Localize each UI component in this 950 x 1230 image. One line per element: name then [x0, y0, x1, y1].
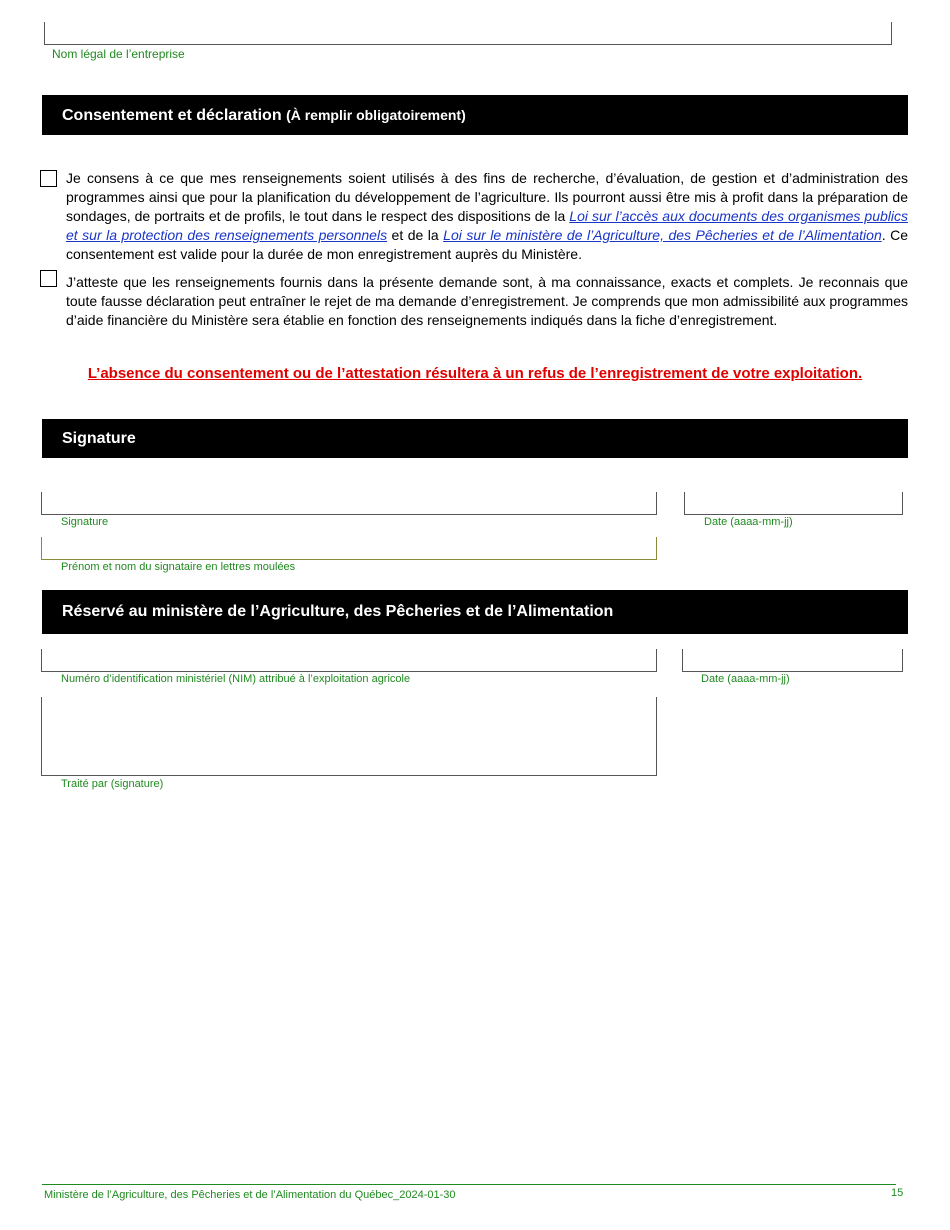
attestation-paragraph: J’atteste que les renseignements fournis dans la présente demande sont, à ma connaissance, exacts et complets. Je reconnais que toute fausse déclaration peut entraîner le rejet de ma demande d’enregistrement. Je comprends que mon admissibilité aux programmes d’aide financière du Ministère sera établie en fonction des renseignements indiqués dans la fiche d’enregistrement.	[66, 274, 909, 328]
ministry-section-header	[42, 590, 908, 634]
footer-text: Ministère de l’Agriculture, des Pêcheries et de l’Alimentation du Québec_2024-01-30	[44, 1189, 456, 1201]
consent-paragraph	[66, 169, 908, 264]
consent-warning: L’absence du consentement ou de l’attestation résultera à un refus de l’enregistrement de votre exploitation.	[87, 365, 863, 382]
consent-section-header	[42, 95, 908, 135]
consent-section-note: (À remplir obligatoirement)	[286, 107, 466, 123]
signature-date-field[interactable]	[684, 492, 903, 515]
consent-section-title: Consentement et déclaration	[62, 107, 282, 124]
footer-divider	[42, 1184, 896, 1185]
signature-field[interactable]	[41, 492, 657, 515]
treated-by-field[interactable]	[41, 697, 657, 776]
consent-text-start: Je consens à ce que mes renseignements soient utilisés à des fins de recherche, d’évaluation, de gestion et d’administration des programmes ainsi que pour la planification du développement de l’agriculture. Ils pourront aussi être mis à profit dans la préparation de sondages, de portraits et de profils, le tout dans le respect des dispositions de la	[66, 170, 908, 224]
signature-label: Signature	[61, 516, 109, 528]
nim-label: Numéro d’identification ministériel (NIM) attribué à l’exploitation agricole	[61, 673, 411, 685]
legal-name-field[interactable]	[44, 22, 892, 45]
legal-name-label: Nom légal de l’entreprise	[52, 47, 185, 61]
signatory-name-label: Prénom et nom du signataire en lettres moulées	[61, 561, 296, 573]
ministry-section-title: Réservé au ministère de l’Agriculture, des Pêcheries et de l’Alimentation	[62, 603, 614, 620]
ministry-date-field[interactable]	[682, 649, 903, 672]
ministry-date-label: Date (aaaa-mm-jj)	[701, 673, 790, 685]
attestation-checkbox[interactable]	[40, 270, 57, 287]
access-law-link[interactable]: Loi sur l’accès aux documents des organismes publics et sur la protection des renseignements personnels	[66, 208, 908, 243]
signature-section-header	[42, 419, 908, 458]
page-number: 15	[891, 1187, 904, 1199]
consent-text-middle: et de la	[387, 227, 444, 243]
signature-section-title: Signature	[62, 430, 136, 447]
nim-field[interactable]	[41, 649, 657, 672]
signatory-name-field[interactable]	[41, 537, 657, 560]
treated-by-label: Traité par (signature)	[61, 778, 164, 790]
ministry-law-link[interactable]: Loi sur le ministère de l’Agriculture, des Pêcheries et de l’Alimentation	[443, 227, 882, 243]
consent-checkbox[interactable]	[40, 170, 57, 187]
signature-date-label: Date (aaaa-mm-jj)	[704, 516, 793, 528]
consent-text-end: . Ce consentement est valide pour la durée de mon enregistrement auprès du Ministère.	[66, 227, 909, 262]
